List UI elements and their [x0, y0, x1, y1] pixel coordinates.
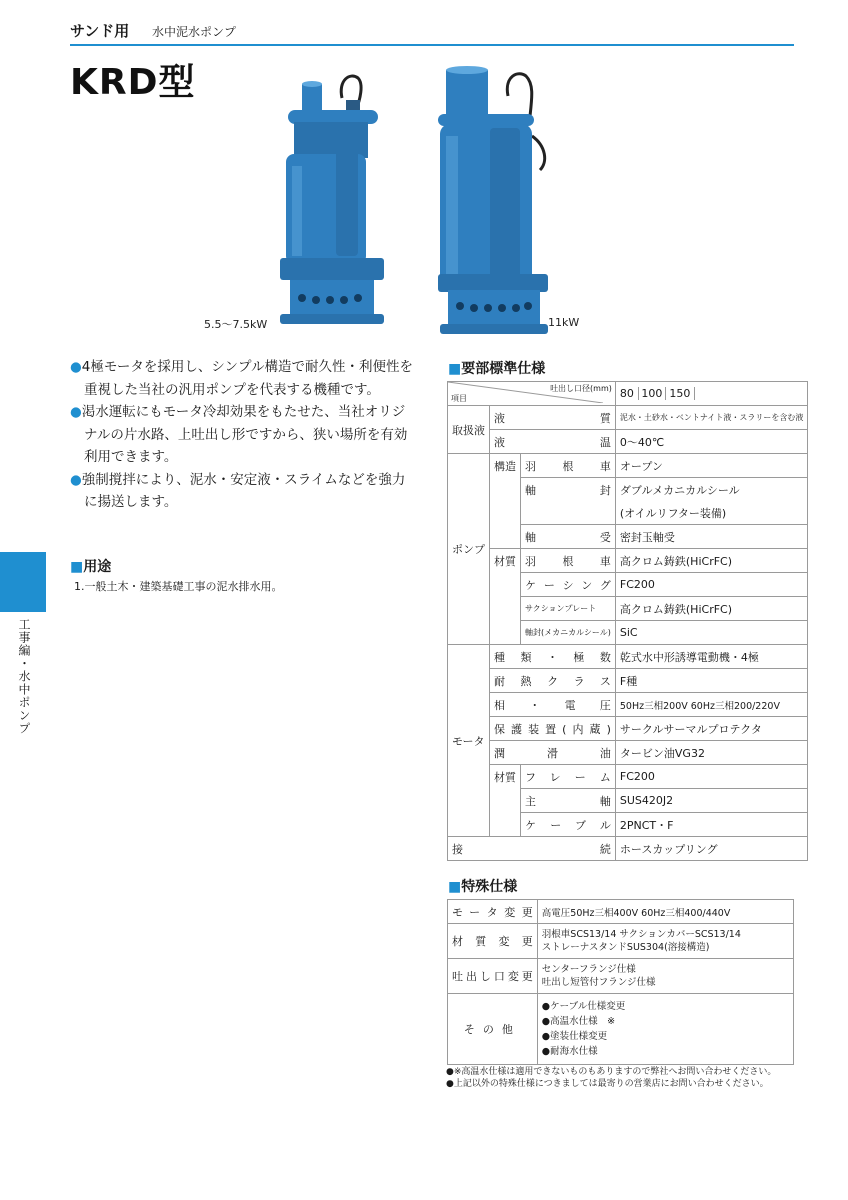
feature-item: ●4極モータを採用し、シンプル構造で耐久性・利便性を重視した当社の汎用ポンプを代表する機種です。 [70, 359, 413, 398]
model-title: KRD型 [70, 62, 196, 103]
spec-row: モータ 種類・極数 乾式水中形誘導電動機・4極 [448, 645, 808, 669]
feature-item: ●強制撹拌により、泥水・安定液・スライムなどを強力に揚送します。 [70, 471, 406, 510]
footnote: ●上記以外の特殊仕様につきましては最寄りの営業店にお問い合わせください。 [446, 1079, 769, 1089]
subtitle-label: 水中泥水ポンプ [152, 25, 237, 39]
spec-row: 材質 羽根車 高クロム鋳鉄(HiCrFC) [448, 549, 808, 573]
spec-row: 軸封 ダブルメカニカルシール [448, 478, 808, 502]
square-icon: ■ [448, 879, 462, 895]
special-row: その他 ●ケーブル仕様変更 ●高温水仕様 ※ ●塗装仕様変更 ●耐海水仕様 [448, 994, 794, 1065]
bullet-icon: ● [70, 471, 82, 488]
size-cells: 80 100 150 [615, 382, 807, 406]
square-icon: ■ [70, 559, 84, 575]
spec-row: 軸封(メカニカルシール) SiC [448, 621, 808, 645]
usage-item: 1.一般土木・建築基礎工事の泥水排水用。 [74, 580, 283, 593]
feature-list [70, 356, 415, 514]
group-label: ポンプ [448, 454, 490, 645]
spec-row: 主軸 SUS420J2 [448, 789, 808, 813]
spec-row: 材質 フレーム FC200 [448, 765, 808, 789]
spec-row: 接続 ホースカップリング [448, 837, 808, 861]
spec-row: 取扱液 液質 泥水・土砂水・ベントナイト液・スラリーを含む液 [448, 406, 808, 430]
category-label: サンド用 [70, 22, 130, 40]
spec-corner-cell: 吐出し口径(mm) 項目 [448, 382, 616, 406]
spec-row: 保護装置(内蔵) サークルサーマルプロテクタ [448, 717, 808, 741]
special-table [447, 899, 794, 1065]
square-icon: ■ [448, 361, 462, 377]
footnote: ●※高温水仕様は適用できないものもありますので弊社へお問い合わせください。 [446, 1067, 777, 1077]
special-row: 吐出し口変更 センターフランジ仕様 吐出し短管付フランジ仕様 [448, 959, 794, 994]
pump-image-small [260, 70, 400, 332]
spec-row: 軸受 密封玉軸受 [448, 525, 808, 549]
usage-heading: ■用途 [70, 559, 112, 575]
spec-row: 液温 0～40℃ [448, 430, 808, 454]
image-caption-large: 11kW [548, 316, 580, 329]
group-label: モータ [448, 645, 490, 837]
bullet-icon: ● [70, 404, 82, 420]
feature-item: ●渇水運転にもモータ冷却効果をもたせた、当社オリジナルの片水路、上吐出し形ですから、狭い場所を有効利用できます。 [70, 404, 408, 465]
spec-row: ケーシング FC200 [448, 573, 808, 597]
spec-table [447, 381, 808, 861]
spec-row: (オイルリフター装備) [448, 501, 808, 525]
spec-row: 耐熱クラス F種 [448, 669, 808, 693]
bullet-icon: ● [70, 359, 82, 375]
special-row: 材質変更 羽根車SCS13/14 サクションカバーSCS13/14 ストレーナスタンドSUS304(溶接構造) [448, 924, 794, 959]
spec-heading: ■要部標準仕様 [448, 361, 546, 377]
image-caption-small: 5.5～7.5kW [204, 318, 268, 331]
header-rule [70, 44, 794, 46]
spec-row: サクションプレート 高クロム鋳鉄(HiCrFC) [448, 597, 808, 621]
spec-row: 潤滑油 タービン油VG32 [448, 741, 808, 765]
pump-image-large [428, 66, 562, 338]
spec-row: 相・電圧 50Hz三相200V 60Hz三相200/220V [448, 693, 808, 717]
special-heading: ■特殊仕様 [448, 879, 518, 895]
side-tab-marker [0, 552, 46, 612]
special-row: モータ変更 高電圧50Hz三相400V 60Hz三相400/440V [448, 900, 794, 924]
spec-row: ポンプ 構造 羽根車 オープン [448, 454, 808, 478]
footnotes [446, 1066, 776, 1090]
side-tab-label: 工事編・水中ポンプ [17, 618, 31, 735]
spec-header-row [448, 382, 808, 406]
spec-row: ケーブル 2PNCT・F [448, 813, 808, 837]
group-label: 取扱液 [448, 406, 490, 454]
